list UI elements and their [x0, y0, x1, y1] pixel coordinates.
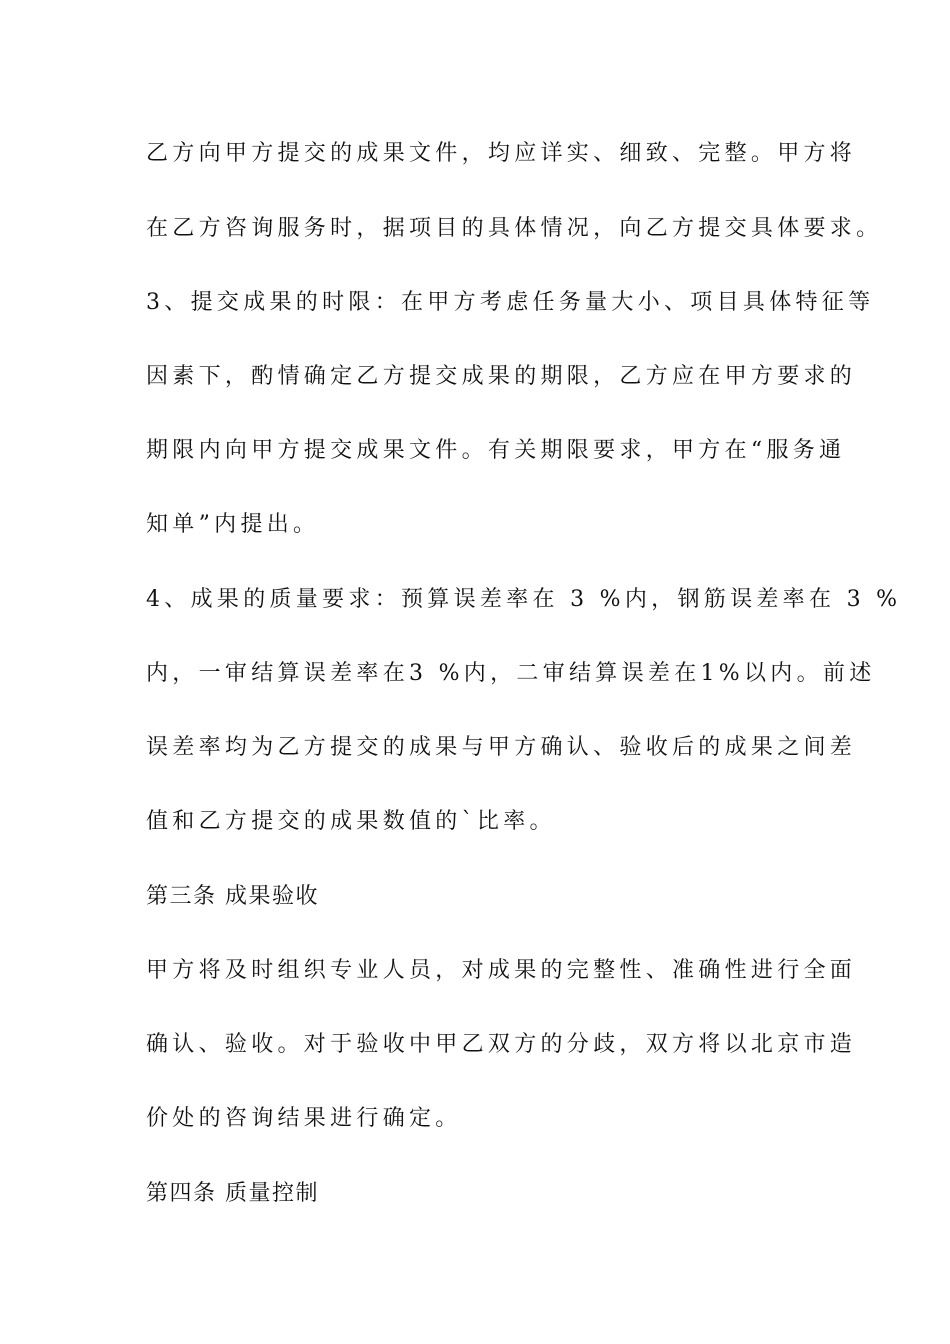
paragraph-line: 4、成果的质量要求：预算误差率在 3 %内，钢筋误差率在 3 %: [146, 587, 902, 612]
paragraph-line: 在乙方咨询服务时，据项目的具体情况，向乙方提交具体要求。: [146, 216, 883, 241]
paragraph-line: 误差率均为乙方提交的成果与甲方确认、验收后的成果之间差: [146, 735, 857, 760]
paragraph-line: 3、提交成果的时限：在甲方考虑任务量大小、项目具体特征等: [146, 290, 875, 315]
paragraph-line: 价处的咨询结果进行确定。: [146, 1106, 462, 1131]
paragraph-line: 内，一审结算误差率在3 %内，二审结算误差在1%以内。前述: [146, 661, 876, 686]
paragraph-line: 值和乙方提交的成果数值的`比率。: [146, 809, 556, 834]
paragraph-line: 期限内向甲方提交成果文件。有关期限要求，甲方在“服务通: [146, 438, 846, 463]
section-heading-article-3: 第三条 成果验收: [146, 884, 319, 909]
paragraph-line: 确认、验收。对于验收中甲乙双方的分歧，双方将以北京市造: [146, 1032, 857, 1057]
paragraph-line: 乙方向甲方提交的成果文件，均应详实、细致、完整。甲方将: [146, 141, 857, 166]
section-heading-article-4: 第四条 质量控制: [146, 1181, 319, 1206]
paragraph-line: 甲方将及时组织专业人员，对成果的完整性、准确性进行全面: [146, 958, 857, 983]
paragraph-line: 因素下，酌情确定乙方提交成果的期限，乙方应在甲方要求的: [146, 364, 857, 389]
paragraph-line: 知单”内提出。: [146, 512, 320, 537]
